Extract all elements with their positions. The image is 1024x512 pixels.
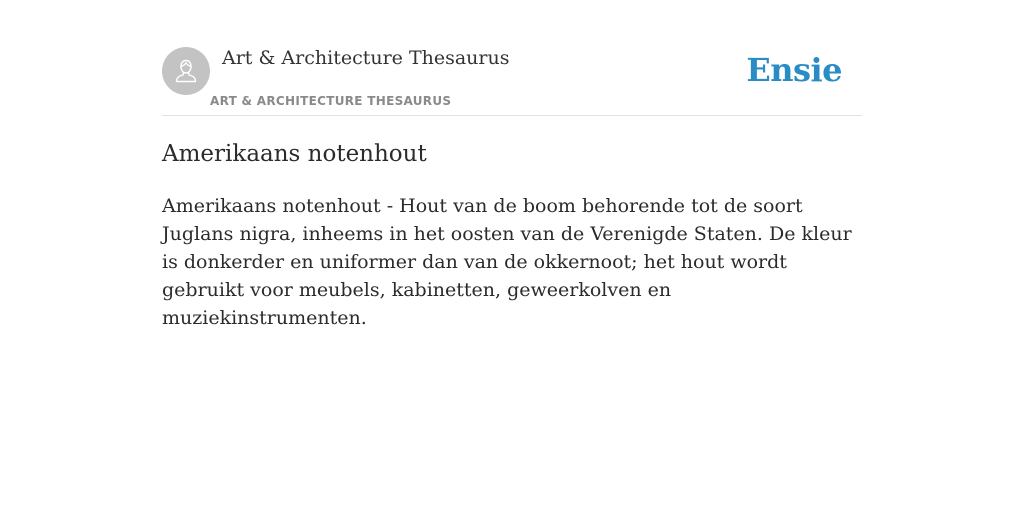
avatar[interactable] [162,47,210,95]
source-subtitle: ART & ARCHITECTURE THESAURUS [210,94,452,108]
article-title: Amerikaans notenhout [162,141,427,167]
brand-logo-link[interactable]: Ensie [746,51,842,89]
article-definition: Amerikaans notenhout - Hout van de boom behorende tot de soort Juglans nigra, inheems in het oosten van de Verenigde Staten. De kleur is donkerder en uniformer dan van de okkernoot; het hout wordt gebruikt voor meubels, kabinetten, geweerkolven en muziekinstrumenten. [162,195,852,329]
page-container [162,0,862,329]
user-silhouette-icon [172,57,200,85]
header [162,0,862,116]
source-title-link[interactable]: Art & Architecture Thesaurus [222,47,510,69]
